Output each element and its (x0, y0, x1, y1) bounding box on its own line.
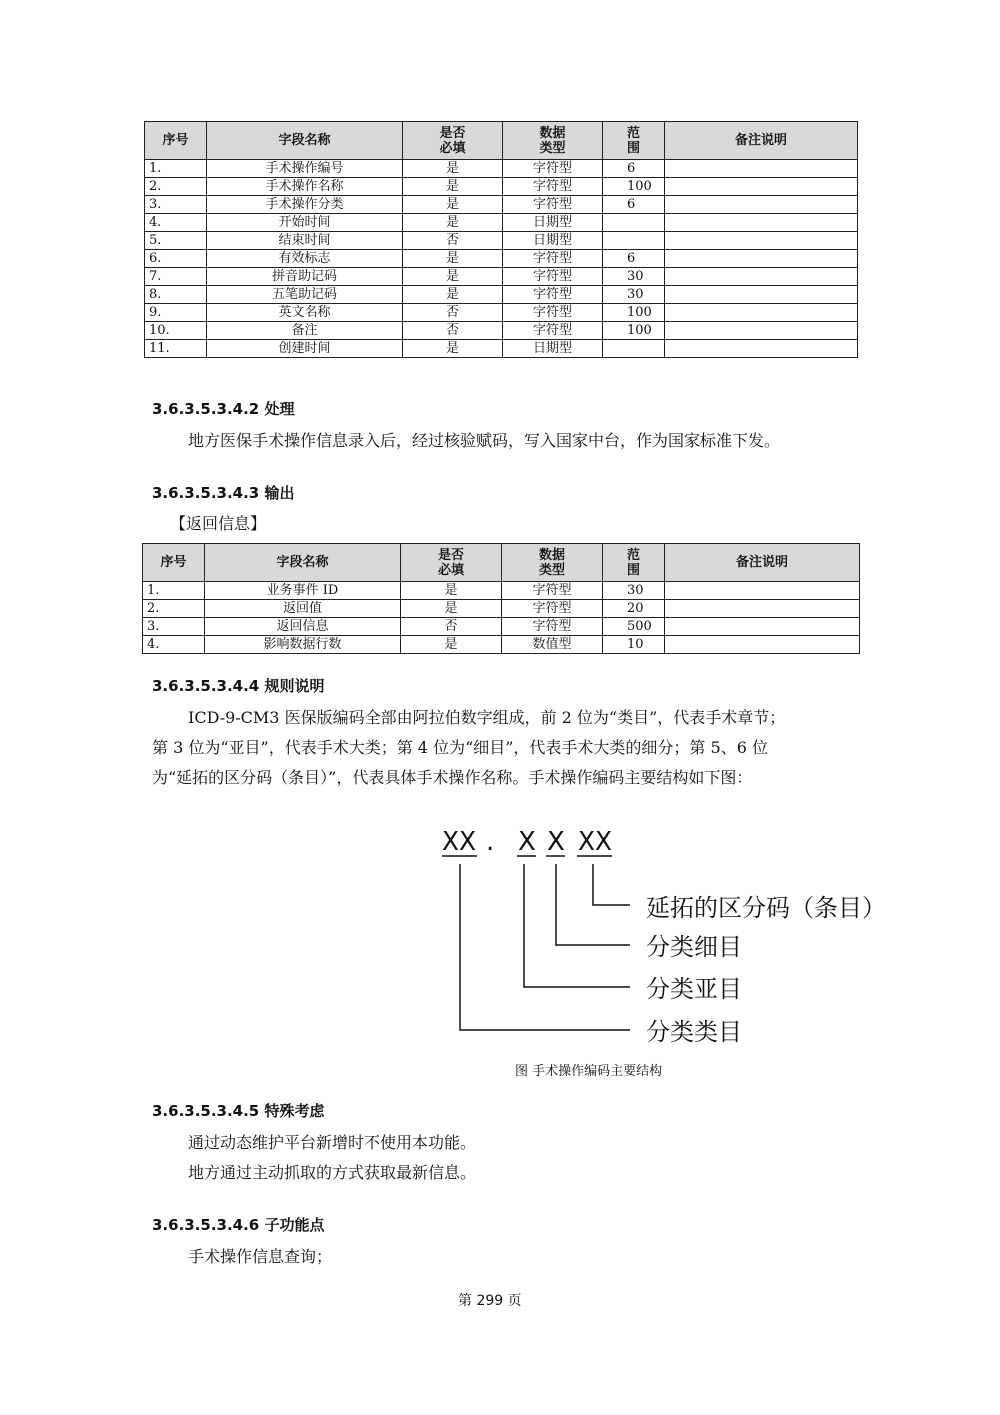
special-line-2: 地方通过主动抓取的方式获取最新信息。 (188, 1163, 477, 1182)
cell-data-type: 字符型 (503, 196, 603, 214)
header-data-type: 数据类型 (503, 122, 603, 160)
rules-line-3: 为“延拓的区分码（条目）”，代表具体手术操作名称。手术操作编码主要结构如下图： (152, 768, 753, 787)
table-row (143, 600, 860, 618)
cell-data-type: 日期型 (503, 340, 603, 358)
table-header-row (145, 122, 858, 160)
cell-note (665, 636, 860, 654)
table-row (145, 232, 858, 250)
processing-text: 地方医保手术操作信息录入后，经过核验赋码，写入国家中台，作为国家标准下发。 (188, 431, 781, 450)
cell-required: 否 (401, 618, 502, 636)
table-row (145, 304, 858, 322)
code-x-detail: X (547, 827, 565, 857)
cell-required: 是 (401, 636, 502, 654)
cell-range: 100 (603, 178, 665, 196)
page-number (458, 1290, 522, 1310)
cell-note (665, 582, 860, 600)
cell-required: 是 (403, 178, 503, 196)
cell-required: 否 (403, 322, 503, 340)
special-line-1: 通过动态维护平台新增时不使用本功能。 (188, 1133, 477, 1152)
output-subtitle: 【返回信息】 (170, 514, 267, 533)
cell-field-name: 影响数据行数 (205, 636, 401, 654)
cell-required: 是 (401, 600, 502, 618)
cell-data-type: 字符型 (503, 250, 603, 268)
cell-required: 是 (403, 340, 503, 358)
cell-range: 100 (603, 304, 665, 322)
cell-field-name: 返回值 (205, 600, 401, 618)
table-row (145, 322, 858, 340)
label-category: 分类类目 (646, 1018, 742, 1046)
cell-seq: 2. (143, 600, 205, 618)
cell-field-name: 手术操作分类 (207, 196, 403, 214)
table-row (143, 618, 860, 636)
label-extension-code: 延拓的区分码（条目） (646, 894, 886, 922)
cell-note (665, 322, 858, 340)
table-row (145, 160, 858, 178)
heading-rules: 3.6.3.5.3.4.4 规则说明 (152, 677, 325, 695)
cell-note (665, 600, 860, 618)
table-row (145, 214, 858, 232)
cell-seq: 8. (145, 286, 207, 304)
cell-required: 否 (403, 232, 503, 250)
cell-range: 30 (603, 268, 665, 286)
connector-subcategory (524, 864, 630, 987)
cell-field-name: 返回信息 (205, 618, 401, 636)
cell-data-type: 字符型 (503, 268, 603, 286)
cell-note (665, 286, 858, 304)
cell-range (603, 232, 665, 250)
cell-field-name: 备注 (207, 322, 403, 340)
cell-range: 100 (603, 322, 665, 340)
connector-category (460, 864, 630, 1030)
cell-data-type: 字符型 (503, 304, 603, 322)
cell-seq: 5. (145, 232, 207, 250)
cell-field-name: 有效标志 (207, 250, 403, 268)
cell-seq: 4. (143, 636, 205, 654)
cell-note (665, 196, 858, 214)
cell-seq: 3. (143, 618, 205, 636)
cell-range: 30 (603, 582, 665, 600)
input-fields-table (144, 121, 858, 358)
table-row (145, 286, 858, 304)
rules-line-2: 第 3 位为“亚目”，代表手术大类；第 4 位为“细目”，代表手术大类的细分；第 5、6 位 (152, 738, 768, 757)
cell-seq: 6. (145, 250, 207, 268)
cell-seq: 7. (145, 268, 207, 286)
cell-data-type: 日期型 (503, 232, 603, 250)
header-seq: 序号 (145, 122, 207, 160)
page-prefix: 第 (458, 1293, 472, 1309)
label-detail: 分类细目 (646, 933, 742, 961)
return-info-table (142, 543, 860, 654)
heading-subfunctions: 3.6.3.5.3.4.6 子功能点 (152, 1216, 325, 1234)
cell-field-name: 创建时间 (207, 340, 403, 358)
page-suffix: 页 (507, 1293, 522, 1309)
header-note: 备注说明 (665, 544, 860, 582)
cell-range: 30 (603, 286, 665, 304)
header-range: 范围 (603, 122, 665, 160)
code-x-subcategory: X (518, 827, 536, 857)
connector-extension (593, 864, 630, 905)
header-field-name: 字段名称 (205, 544, 401, 582)
page-number-value: 299 (476, 1293, 504, 1309)
table-row (145, 196, 858, 214)
heading-processing: 3.6.3.5.3.4.2 处理 (152, 400, 295, 418)
cell-range: 10 (603, 636, 665, 654)
cell-field-name: 五笔助记码 (207, 286, 403, 304)
cell-note (665, 250, 858, 268)
cell-field-name: 业务事件 ID (205, 582, 401, 600)
code-xx-extension: XX (578, 827, 612, 857)
cell-required: 否 (403, 304, 503, 322)
cell-range: 6 (603, 196, 665, 214)
cell-data-type: 字符型 (503, 178, 603, 196)
cell-seq: 9. (145, 304, 207, 322)
cell-note (665, 214, 858, 232)
cell-field-name: 结束时间 (207, 232, 403, 250)
cell-field-name: 英文名称 (207, 304, 403, 322)
header-field-name: 字段名称 (207, 122, 403, 160)
cell-required: 是 (403, 286, 503, 304)
cell-required: 是 (401, 582, 502, 600)
cell-range (603, 340, 665, 358)
header-note: 备注说明 (665, 122, 858, 160)
header-range: 范围 (603, 544, 665, 582)
cell-note (665, 232, 858, 250)
cell-data-type: 日期型 (503, 214, 603, 232)
cell-field-name: 手术操作名称 (207, 178, 403, 196)
cell-field-name: 开始时间 (207, 214, 403, 232)
cell-data-type: 字符型 (502, 618, 603, 636)
cell-note (665, 340, 858, 358)
cell-field-name: 手术操作编号 (207, 160, 403, 178)
subfunction-text: 手术操作信息查询； (188, 1247, 333, 1266)
table-row (143, 636, 860, 654)
label-subcategory: 分类亚目 (646, 975, 742, 1003)
cell-required: 是 (403, 268, 503, 286)
cell-range: 20 (603, 600, 665, 618)
header-required: 是否必填 (403, 122, 503, 160)
table-row (145, 340, 858, 358)
cell-seq: 10. (145, 322, 207, 340)
cell-seq: 11. (145, 340, 207, 358)
cell-range: 6 (603, 250, 665, 268)
cell-seq: 1. (143, 582, 205, 600)
code-xx-category: XX (442, 827, 476, 857)
cell-required: 是 (403, 160, 503, 178)
code-dot: . (486, 827, 495, 857)
cell-seq: 2. (145, 178, 207, 196)
cell-note (665, 178, 858, 196)
header-data-type: 数据类型 (502, 544, 603, 582)
heading-special: 3.6.3.5.3.4.5 特殊考虑 (152, 1102, 325, 1120)
table-row (145, 268, 858, 286)
table-row (143, 582, 860, 600)
table-row (145, 178, 858, 196)
cell-seq: 3. (145, 196, 207, 214)
code-structure-diagram (430, 820, 910, 1055)
header-seq: 序号 (143, 544, 205, 582)
cell-range: 6 (603, 160, 665, 178)
cell-data-type: 字符型 (503, 286, 603, 304)
cell-required: 是 (403, 214, 503, 232)
cell-data-type: 字符型 (502, 600, 603, 618)
cell-required: 是 (403, 196, 503, 214)
cell-note (665, 268, 858, 286)
cell-data-type: 字符型 (502, 582, 603, 600)
table-row (145, 250, 858, 268)
diagram-caption: 图 手术操作编码主要结构 (515, 1064, 663, 1079)
cell-data-type: 字符型 (503, 322, 603, 340)
cell-seq: 4. (145, 214, 207, 232)
rules-line-1: ICD-9-CM3 医保版编码全部由阿拉伯数字组成，前 2 位为“类目”，代表手术章节； (188, 708, 786, 727)
cell-note (665, 304, 858, 322)
header-required: 是否必填 (401, 544, 502, 582)
table-header-row (143, 544, 860, 582)
heading-output: 3.6.3.5.3.4.3 输出 (152, 484, 295, 502)
cell-range (603, 214, 665, 232)
cell-data-type: 数值型 (502, 636, 603, 654)
cell-field-name: 拼音助记码 (207, 268, 403, 286)
cell-note (665, 618, 860, 636)
cell-range: 500 (603, 618, 665, 636)
cell-seq: 1. (145, 160, 207, 178)
cell-required: 是 (403, 250, 503, 268)
cell-note (665, 160, 858, 178)
cell-data-type: 字符型 (503, 160, 603, 178)
